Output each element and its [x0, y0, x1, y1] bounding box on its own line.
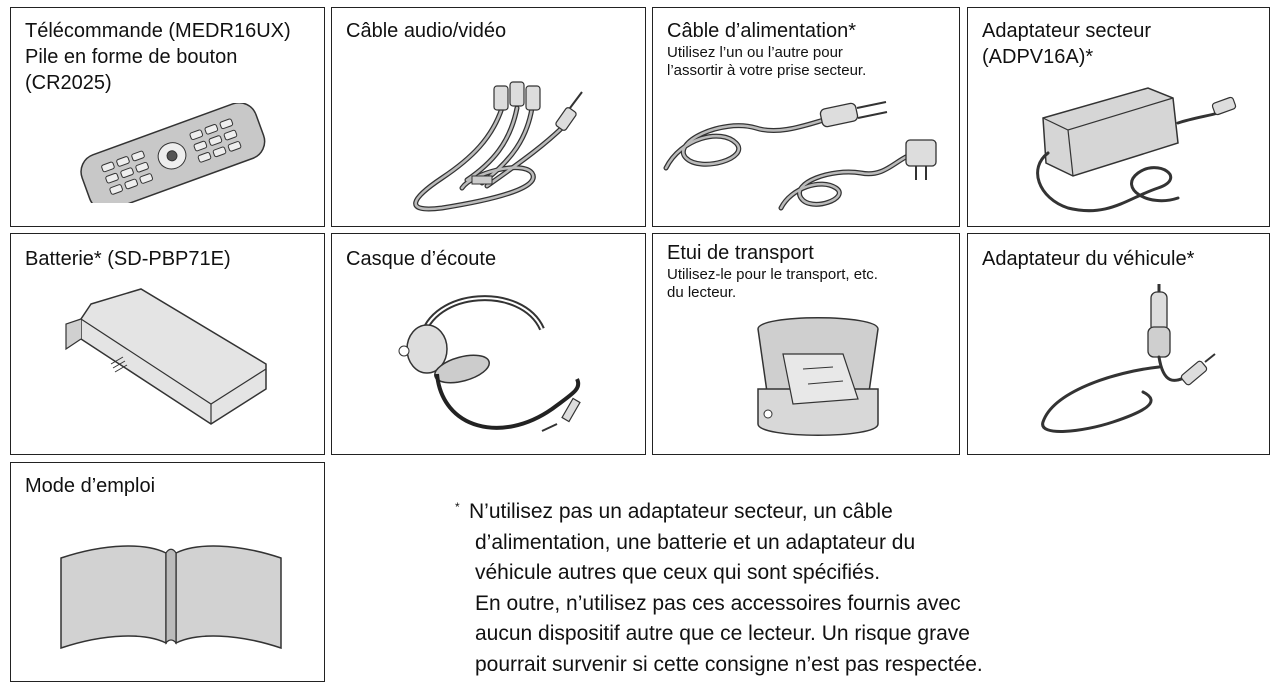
accessory-title: Etui de transport Utilisez-le pour le transport, etc. du lecteur. — [667, 242, 878, 301]
accessory-av-cable — [331, 7, 646, 227]
accessory-car-adapter — [967, 233, 1270, 455]
accessory-title: Câble d’alimentation* Utilisez l’un ou l’autre pour l’assortir à votre prise secteur. — [667, 20, 867, 79]
warning-footnote — [455, 497, 1263, 680]
accessory-remote — [10, 7, 325, 227]
car-adapter-illustration — [1023, 272, 1233, 447]
footnote-line: d’alimentation, une batterie et un adaptateur du — [475, 530, 916, 554]
ac-adapter-illustration — [1008, 68, 1258, 223]
accessory-headphones — [331, 233, 646, 455]
footnote-line: En outre, n’utilisez pas ces accessoires fournis avec — [475, 591, 961, 615]
power-cord-illustration — [661, 98, 953, 223]
av-cable-illustration — [382, 68, 612, 218]
accessory-carry-case — [652, 233, 960, 455]
accessory-title: Adaptateur secteur (ADPV16A)* — [982, 20, 1151, 68]
footnote-line: pourrait survenir si cette consigne n’est pas respectée. — [475, 652, 983, 676]
accessory-title: Adaptateur du véhicule* — [982, 248, 1195, 270]
manual-book-illustration — [56, 523, 286, 658]
accessory-ac-adapter — [967, 7, 1270, 227]
footnote-marker: * — [455, 500, 460, 514]
headphones-illustration — [382, 279, 622, 449]
accessory-title: Mode d’emploi — [25, 475, 156, 497]
carry-case-illustration — [748, 309, 888, 449]
accessory-title: Télécommande (MEDR16UX) Pile en forme de bouton (CR2025) — [25, 20, 291, 94]
remote-control-illustration — [71, 103, 271, 203]
battery-illustration — [51, 279, 291, 449]
accessory-manual — [10, 462, 325, 682]
footnote-line: aucun dispositif autre que ce lecteur. Un risque grave — [475, 622, 970, 645]
footnote-line: N’utilisez pas un adaptateur secteur, un câble — [469, 500, 893, 523]
accessory-power-cord — [652, 7, 960, 227]
accessory-battery — [10, 233, 325, 455]
accessory-title: Câble audio/vidéo — [346, 20, 507, 42]
accessory-title: Casque d’écoute — [346, 248, 497, 270]
footnote-line: véhicule autres que ceux qui sont spécifiés. — [475, 561, 881, 584]
accessory-title: Batterie* (SD-PBP71E) — [25, 248, 231, 270]
